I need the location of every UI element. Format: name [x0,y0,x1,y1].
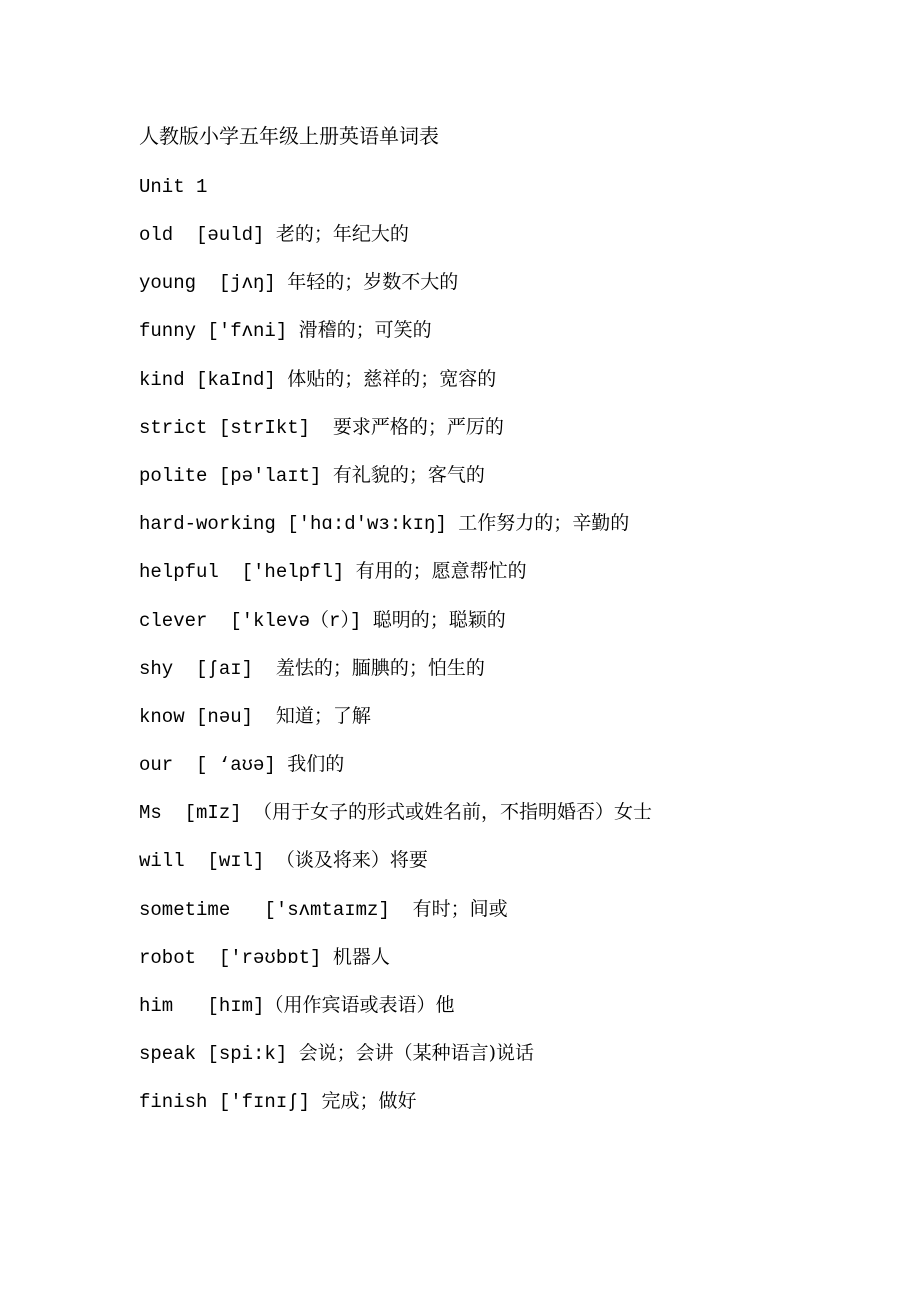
entry-meaning: （用作宾语或表语）他 [264,994,455,1016]
entry-pronunciation: [spi:k] [196,1043,299,1066]
vocabulary-entry [139,750,859,798]
entry-meaning: 有礼貌的；客气的 [332,463,485,486]
vocabulary-entry [139,461,859,509]
entry-meaning: 老的；年纪大的 [275,223,409,245]
entry-meaning: 知道；了解 [275,704,371,727]
entry-meaning: 有时；间或 [412,897,508,920]
entry-word: will [139,850,185,873]
entry-word: Ms [139,802,162,825]
entry-meaning: 滑稽的；可笑的 [298,319,432,342]
vocabulary-entry [139,509,859,557]
entry-pronunciation: [nəu] [184,705,276,728]
vocabulary-entry [139,943,859,991]
vocabulary-entry [139,316,859,364]
entry-word: robot [139,946,197,969]
entry-pronunciation: [kaInd] [184,368,288,391]
vocabulary-entry [139,798,859,846]
unit-heading: Unit 1 [139,176,208,198]
entry-word: helpful [139,561,219,584]
vocabulary-entry [139,413,859,461]
entry-word: him [139,995,174,1017]
entry-pronunciation: [strIkt] [207,416,333,439]
entry-pronunciation: ['fɪnɪʃ] [207,1091,322,1114]
entry-pronunciation: ['klevə（r）] [207,609,373,632]
entry-meaning: 机器人 [332,945,390,968]
entry-meaning: 有用的；愿意帮忙的 [355,560,527,583]
entry-meaning: 完成；做好 [321,1090,417,1113]
entry-meaning: （谈及将来）将要 [275,849,428,872]
vocabulary-entry [139,268,859,316]
entry-meaning: 体贴的；慈祥的；宽容的 [287,367,497,390]
entry-meaning: 羞怯的；腼腆的；怕生的 [275,656,485,679]
entry-meaning: 聪明的；聪颖的 [372,608,506,631]
entry-pronunciation: [ ‘aʊə] [173,754,288,777]
entry-pronunciation: ['rəʊbɒt] [196,946,333,969]
entry-meaning: 会说；会讲（某种语言)说话 [298,1042,535,1065]
vocabulary-list [139,220,859,1136]
entry-meaning: 年轻的；岁数不大的 [287,271,459,294]
vocabulary-entry [139,1039,859,1087]
entry-pronunciation: [jʌŋ] [196,272,288,295]
entry-meaning: 我们的 [287,753,345,776]
entry-word: young [139,272,197,295]
entry-pronunciation: ['hɑ:d'wɜ:kɪŋ] [275,513,459,536]
entry-pronunciation: [ʃaɪ] [173,657,276,680]
entry-word: funny [139,320,197,343]
vocabulary-entry [139,991,859,1039]
entry-pronunciation: ['helpfl] [218,561,356,584]
entry-meaning: 要求严格的；严厉的 [332,415,504,438]
vocabulary-entry [139,220,859,268]
entry-word: strict [139,416,208,439]
entry-word: old [139,224,174,246]
entry-word: clever [139,609,208,632]
entry-pronunciation: [pə'laɪt] [207,464,333,487]
vocabulary-entry [139,895,859,943]
entry-pronunciation: [hɪm] [173,995,265,1017]
entry-word: hard-working [139,513,276,536]
vocabulary-entry [139,702,859,750]
entry-pronunciation: ['sʌmtaɪmz] [230,898,413,921]
entry-word: speak [139,1043,197,1066]
entry-pronunciation: [mIz] [161,802,254,825]
vocabulary-entry [139,606,859,654]
entry-word: polite [139,464,208,487]
entry-word: kind [139,368,185,391]
entry-meaning: （用于女子的形式或姓名前，不指明婚否）女士 [253,801,653,824]
entry-word: sometime [139,898,231,921]
vocabulary-entry [139,1087,859,1135]
entry-pronunciation: [wɪl] [184,850,276,873]
vocabulary-entry [139,654,859,702]
vocabulary-entry [139,557,859,605]
entry-word: finish [139,1091,208,1114]
entry-word: our [139,754,174,777]
vocabulary-entry [139,846,859,894]
page-title: 人教版小学五年级上册英语单词表 [139,124,439,148]
entry-word: shy [139,657,174,680]
entry-meaning: 工作努力的；辛勤的 [458,512,630,535]
entry-pronunciation: [əuld] [173,224,276,246]
vocabulary-entry [139,365,859,413]
entry-pronunciation: ['fʌni] [196,320,299,343]
entry-word: know [139,705,185,728]
